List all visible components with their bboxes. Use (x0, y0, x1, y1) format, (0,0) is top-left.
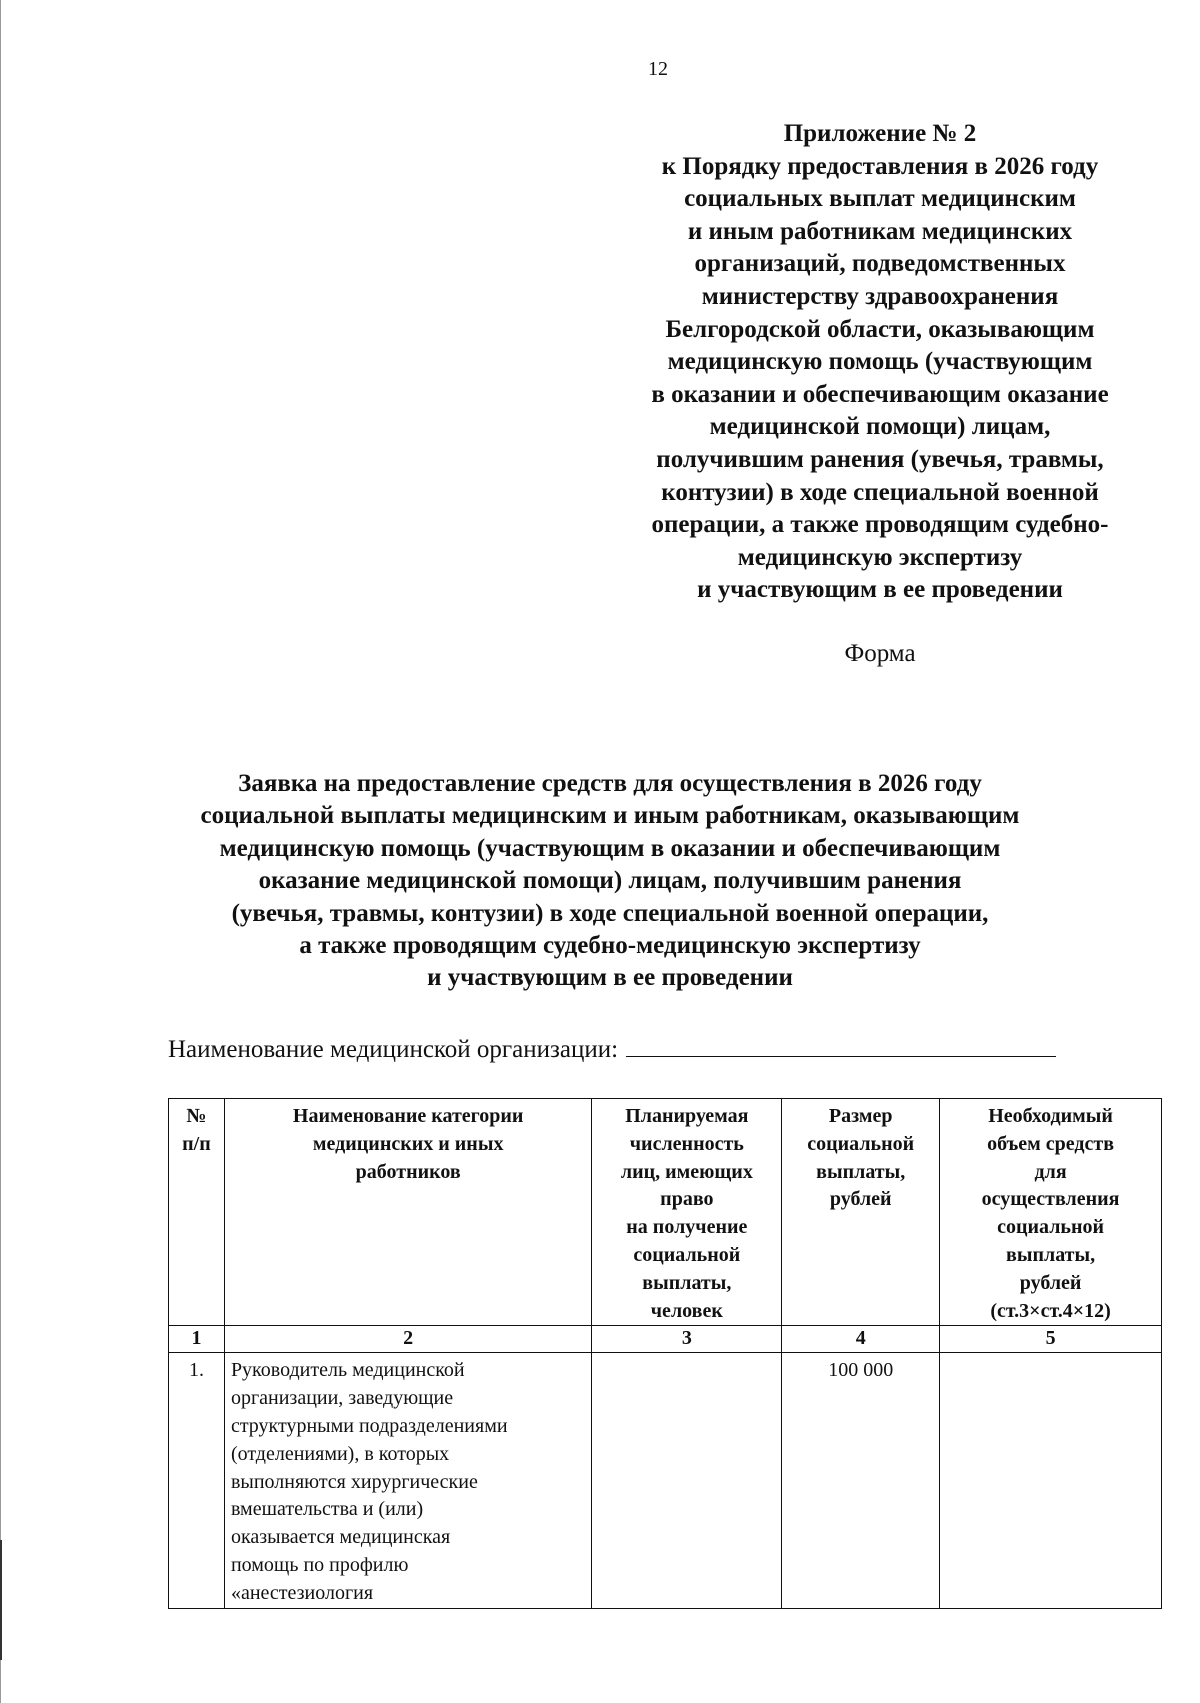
required-amount-cell[interactable] (940, 1353, 1162, 1608)
header-required-amount: Необходимый объем средств для осуществления социальной выплаты, рублей (ст.3×ст.4×12) (940, 1099, 1162, 1326)
title-line: Заявка на предоставление средств для осуществления в 2026 году (238, 770, 982, 797)
header-number: № п/п (169, 1099, 225, 1326)
planned-count-cell[interactable] (592, 1353, 782, 1608)
header-payment-size: Размер социальной выплаты, рублей (782, 1099, 940, 1326)
document-title (100, 768, 1120, 995)
appendix-line: медицинской помощи) лицам, (709, 413, 1051, 441)
table-header-row (169, 1099, 1162, 1326)
scan-edge-line (0, 0, 1, 1703)
organization-name-field[interactable] (626, 1034, 1056, 1057)
title-line: а также проводящим судебно-медицинскую экспертизу (299, 932, 921, 960)
page-number: 12 (648, 58, 668, 80)
appendix-line: социальных выплат медицинским (684, 185, 1076, 213)
column-number: 2 (224, 1326, 591, 1353)
appendix-line: и участвующим в ее проведении (697, 576, 1063, 604)
appendix-line: и иным работникам медицинских (687, 217, 1073, 245)
appendix-line: получившим ранения (увечья, травмы, (656, 445, 1104, 473)
appendix-line: к Порядку предоставления в 2026 году (661, 152, 1099, 180)
appendix-line: медицинскую помощь (участвующим (667, 348, 1093, 376)
table-row (169, 1353, 1162, 1608)
payment-size-cell: 100 000 (782, 1353, 940, 1608)
title-line: социальной выплаты медицинским и иным работникам, оказывающим (200, 802, 1020, 830)
form-label: Форма (844, 640, 916, 667)
header-planned-count: Планируемая численность лиц, имеющих право на получение социальной выплаты, человек (592, 1099, 782, 1326)
column-number: 3 (592, 1326, 782, 1353)
column-number: 5 (940, 1326, 1162, 1353)
column-number-row (169, 1326, 1162, 1353)
row-number: 1. (169, 1353, 225, 1608)
scan-edge-mark (0, 1540, 2, 1660)
header-category: Наименование категории медицинских и иных работников (224, 1099, 591, 1326)
title-line: и участвующим в ее проведении (427, 964, 793, 992)
appendix-line: организаций, подведомственных (694, 250, 1066, 278)
request-table (168, 1098, 1162, 1609)
category-name: Руководитель медицинской организации, заведующие структурными подразделениями (отделениями), в которых выполняются хирургические вмешательства и (или) оказывается медицинская помощь по профилю «анестезиология (224, 1353, 591, 1608)
appendix-line: министерству здравоохранения (701, 282, 1059, 310)
appendix-line: контузии) в ходе специальной военной (661, 478, 1099, 506)
appendix-line: операции, а также проводящим судебно- (651, 511, 1109, 539)
appendix-line: медицинскую экспертизу (737, 543, 1023, 571)
appendix-line: в оказании и обеспечивающим оказание (651, 380, 1109, 408)
appendix-line: Белгородской области, оказывающим (665, 315, 1095, 343)
organization-name-label: Наименование медицинской организации: (168, 1036, 619, 1063)
title-line: (увечья, травмы, контузии) в ходе специальной военной операции, (231, 899, 989, 927)
appendix-heading (600, 118, 1160, 607)
title-line: медицинскую помощь (участвующим в оказании и обеспечивающим (219, 834, 1001, 862)
column-number: 1 (169, 1326, 225, 1353)
appendix-line: Приложение № 2 (783, 120, 977, 147)
column-number: 4 (782, 1326, 940, 1353)
title-line: оказание медицинской помощи) лицам, получившим ранения (258, 867, 962, 895)
organization-name-line (168, 1034, 1056, 1064)
